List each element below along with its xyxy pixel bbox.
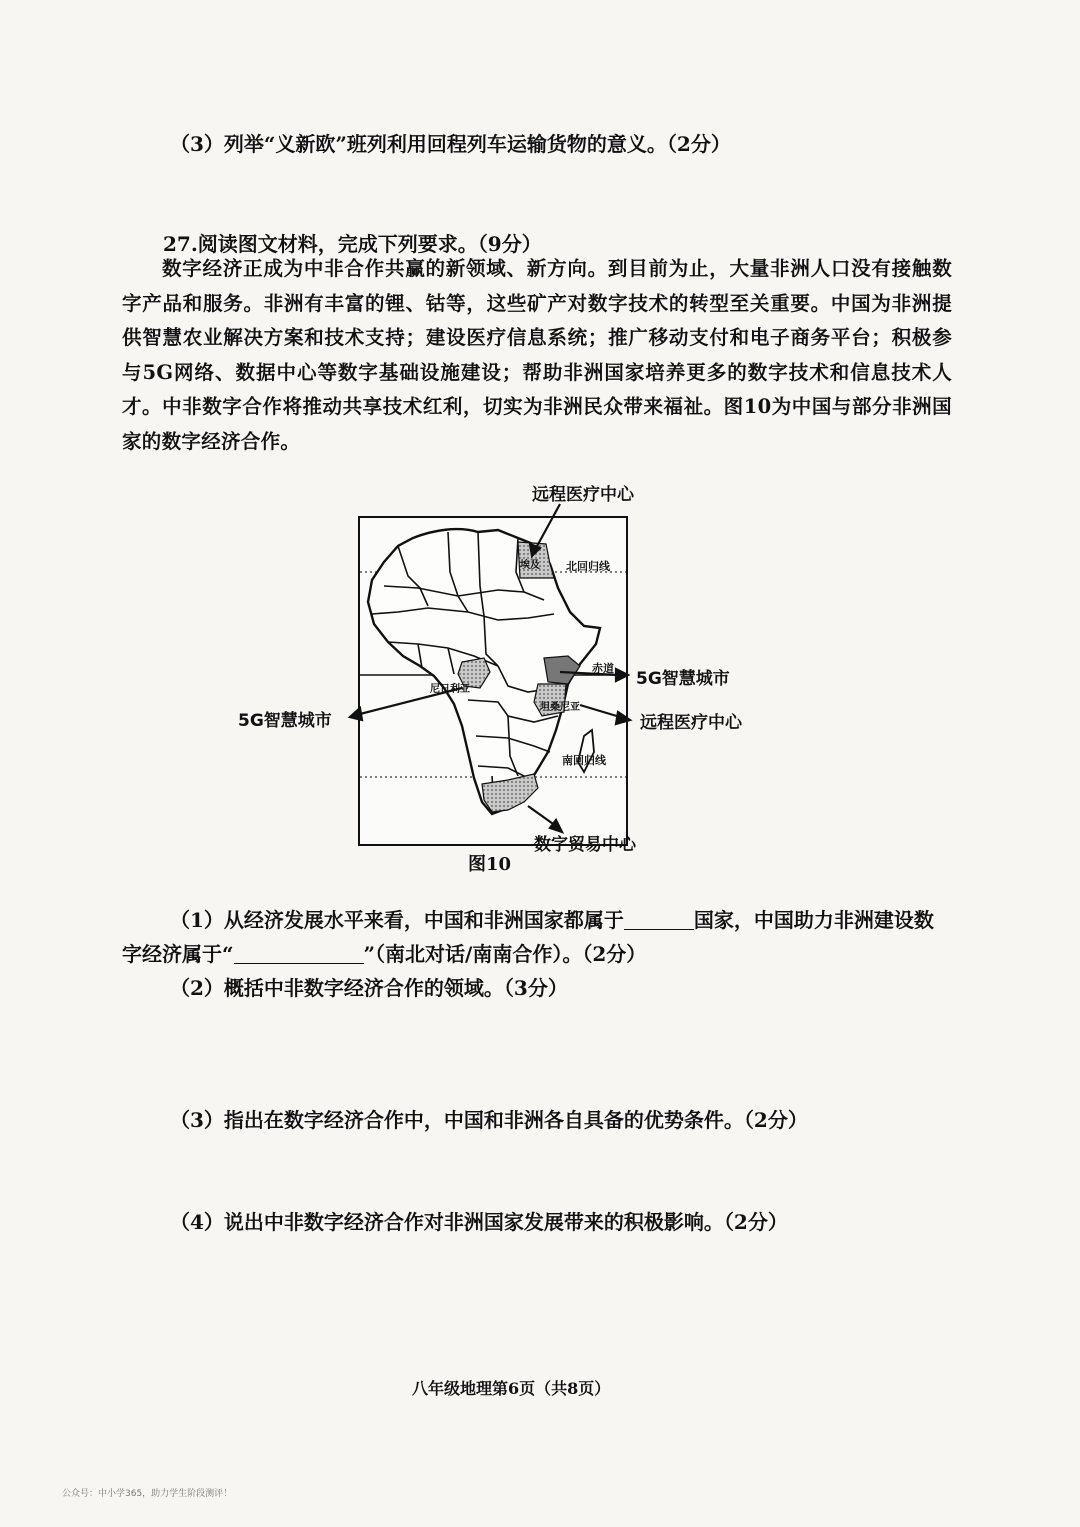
- label-equator: 赤道: [592, 662, 614, 675]
- question-26-3: （3）列举“义新欧”班列利用回程列车运输货物的意义。（2分）: [170, 132, 731, 156]
- label-nigeria: 尼日利亚: [430, 684, 470, 695]
- sub-question-1-line1: [170, 904, 934, 933]
- label-tanzania: 坦桑尼亚: [540, 702, 580, 713]
- label-5g-city-kenya: 5G智慧城市: [636, 669, 730, 689]
- sub-question-1-text-c: 字经济属于“: [122, 942, 234, 966]
- sub-question-3: （3）指出在数字经济合作中，中国和非洲各自具备的优势条件。（2分）: [170, 1108, 808, 1132]
- sub-question-1-line2: [122, 938, 646, 967]
- figure-caption: 图10: [468, 854, 512, 875]
- watermark: 公众号：中小学365，助力学生阶段测评！: [62, 1489, 233, 1499]
- sub-question-4: （4）说出中非数字经济合作对非洲国家发展带来的积极影响。（2分）: [170, 1210, 788, 1234]
- label-tropic-of-cancer: 北回归线: [566, 560, 610, 573]
- answer-blank-1[interactable]: [624, 909, 694, 930]
- sub-question-1-text-d: ”（南北对话/南南合作）。（2分）: [363, 942, 647, 966]
- label-tropic-of-capricorn: 南回归线: [562, 754, 606, 767]
- label-egypt: 埃及: [520, 560, 540, 571]
- page-footer: 八年级地理第6页（共8页）: [412, 1379, 611, 1398]
- sub-question-1-text-b: 国家，中国助力非洲建设数: [693, 908, 934, 932]
- label-telemedicine-tanzania: 远程医疗中心: [640, 713, 742, 733]
- question-27-paragraph: 数字经济正成为中非合作共赢的新领域、新方向。到目前为止，大量非洲人口没有接触数字产品和服务。非洲有丰富的锂、钴等，这些矿产对数字技术的转型至关重要。中国为非洲提供智慧农业解决方案和技术支持；建设医疗信息系统；推广移动支付和电子商务平台；积极参与5G网络、数据中心等数字基础设施建设；帮助非洲国家培养更多的数字技术和信息技术人才。中非数字合作将推动共享技术红利，切实为非洲民众带来福祉。图10为中国与部分非洲国家的数字经济合作。: [122, 257, 952, 453]
- label-telemedicine-egypt: 远程医疗中心: [532, 485, 634, 505]
- label-digital-trade-center: 数字贸易中心: [534, 835, 636, 855]
- sub-question-2: （2）概括中非数字经济合作的领域。（3分）: [170, 976, 568, 1000]
- label-5g-city-nigeria: 5G智慧城市: [238, 711, 332, 731]
- question-27-title: 27.阅读图文材料，完成下列要求。（9分）: [163, 232, 542, 256]
- sub-question-1-text-a: （1）从经济发展水平来看，中国和非洲国家都属于: [170, 908, 624, 932]
- answer-blank-2[interactable]: [234, 943, 364, 964]
